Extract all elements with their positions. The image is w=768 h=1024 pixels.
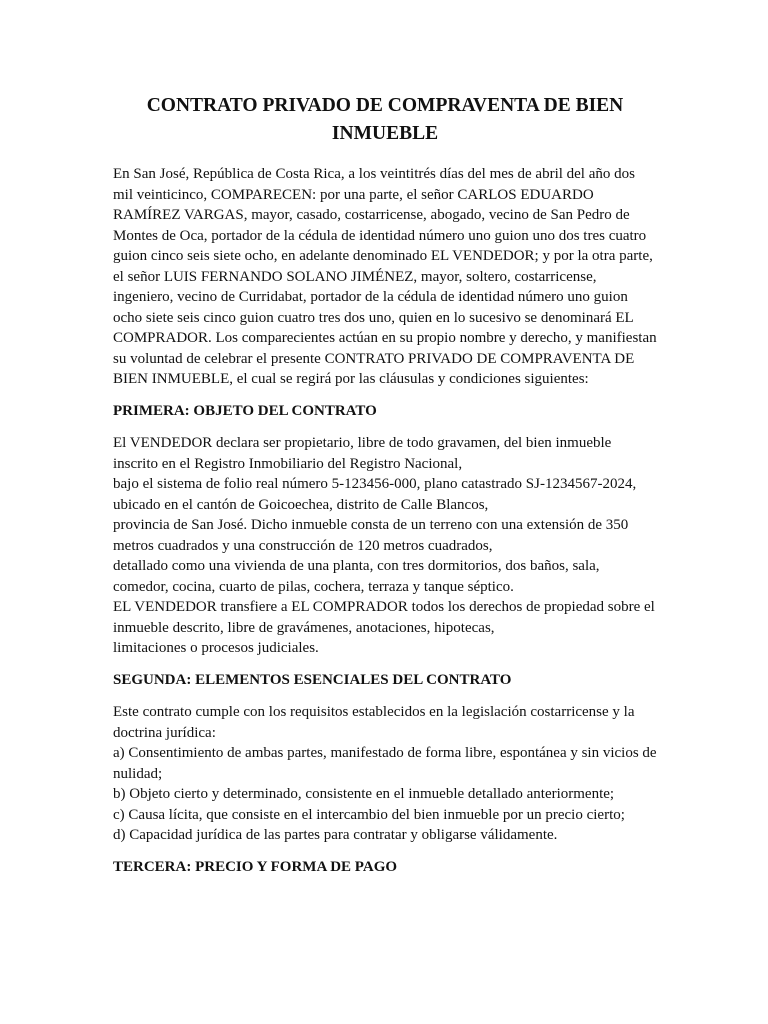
list-item: d) Capacidad jurídica de las partes para contratar y obligarse válidamente.: [113, 827, 558, 843]
list-item: c) Causa lícita, que consiste en el intercambio del bien inmueble por un precio cierto;: [113, 806, 625, 823]
body-line: bajo el sistema de folio real número 5-123456-000, plano catastrado SJ-1234567-2024, ubicado en el cantón de Goicoechea, distrito de Calle Blancos,: [113, 476, 637, 513]
section-heading-segunda: SEGUNDA: ELEMENTOS ESENCIALES DEL CONTRATO: [113, 671, 512, 688]
body-line: EL VENDEDOR transfiere a EL COMPRADOR todos los derechos de propiedad sobre el inmueble descrito, libre de gravámenes, anotaciones, hipotecas,: [113, 599, 655, 636]
body-line: detallado como una vivienda de una planta, con tres dormitorios, dos baños, sala, comedor, cocina, cuarto de pilas, cochera, terraza y tanque séptico.: [113, 558, 600, 595]
intro-paragraph: En San José, República de Costa Rica, a los veintitrés días del mes de abril del año dos mil veinticinco, COMPARECEN: por una parte, el señor CARLOS EDUARDO RAMÍREZ VARGAS, mayor, casado, costarricense, abogado, vecino de San Pedro de Montes de Oca, portador de la cédula de identidad número uno guion uno dos tres cuatro guion cinco seis siete ocho, en adelante denominado EL VENDEDOR; y por la otra parte, el señor LUIS FERNANDO SOLANO JIMÉNEZ, mayor, soltero, costarricense, ingeniero, vecino de Curridabat, portador de la cédula de identidad número uno guion ocho siete seis cinco guion cuatro tres dos uno, quien en lo sucesivo se denominará EL COMPRADOR. Los comparecientes actúan en su propio nombre y derecho, y manifiestan su voluntad de celebrar el presente CONTRATO PRIVADO DE COMPRAVENTA DE BIEN INMUEBLE, el cual se regirá por las cláusulas y condiciones siguientes:: [113, 166, 657, 387]
body-line: provincia de San José. Dicho inmueble consta de un terreno con una extensión de 350 metros cuadrados y una construcción de 120 metros cuadrados,: [113, 517, 629, 554]
body-line: El VENDEDOR declara ser propietario, libre de todo gravamen, del bien inmueble inscrito en el Registro Inmobiliario del Registro Nacional,: [113, 435, 612, 472]
list-item: a) Consentimiento de ambas partes, manifestado de forma libre, espontánea y sin vicios de nulidad;: [113, 745, 657, 782]
list-item: b) Objeto cierto y determinado, consistente en el inmueble detallado anteriormente;: [113, 786, 615, 802]
body-line: limitaciones o procesos judiciales.: [113, 640, 319, 656]
section-body-primera: [113, 433, 657, 659]
section-heading-tercera: TERCERA: PRECIO Y FORMA DE PAGO: [113, 858, 398, 875]
body-line: Este contrato cumple con los requisitos establecidos en la legislación costarricense y la doctrina jurídica:: [113, 704, 635, 741]
section-heading-primera: PRIMERA: OBJETO DEL CONTRATO: [113, 402, 377, 419]
document-title: CONTRATO PRIVADO DE COMPRAVENTA DE BIEN INMUEBLE: [146, 95, 624, 144]
document-page: [113, 92, 657, 889]
section-body-segunda: [113, 702, 657, 846]
